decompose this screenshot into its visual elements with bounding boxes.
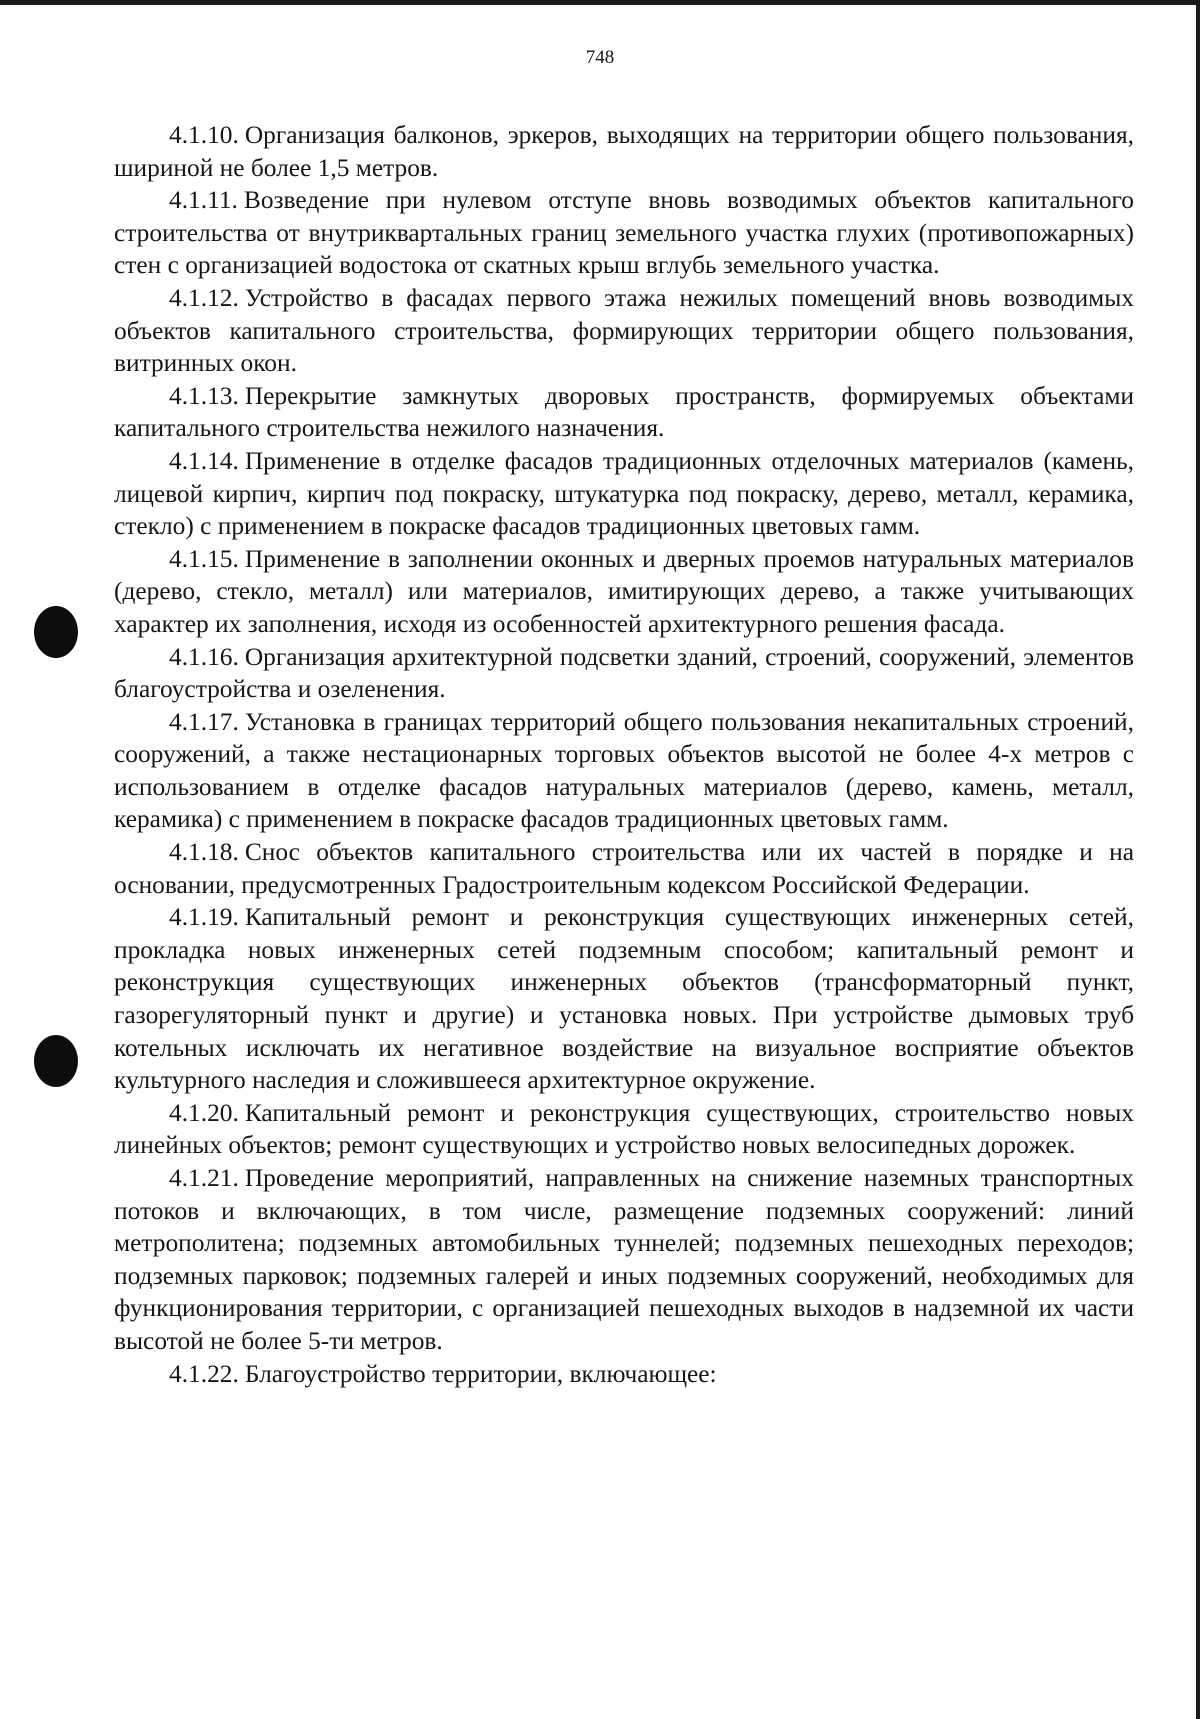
clause-4-1-11 bbox=[114, 184, 1134, 282]
clause-text: Перекрытие замкнутых дворовых пространств, формируемых объектами капитального строительства нежилого назначения. bbox=[114, 381, 1134, 443]
clause-number: 4.1.15. bbox=[169, 544, 239, 573]
clause-4-1-21 bbox=[114, 1162, 1134, 1358]
punch-hole-mark bbox=[34, 606, 78, 658]
clause-text: Снос объектов капитального строительства или их частей в порядке и на основании, предусмотренных Градостроительным кодексом Российской Федерации. bbox=[114, 838, 1134, 899]
clause-number: 4.1.19. bbox=[169, 903, 239, 932]
clause-4-1-19 bbox=[114, 901, 1134, 1097]
clause-text: Капитальный ремонт и реконструкция существующих, строительство новых линейных объектов; ремонт существующих и устройство новых велосипедных дорожек. bbox=[114, 1098, 1134, 1160]
clause-number: 4.1.18. bbox=[169, 838, 239, 867]
clause-text: Капитальный ремонт и реконструкция существующих инженерных сетей, прокладка новых инженерных сетей подземным способом; капитальный ремонт и реконструкция существующих инженерных объектов (трансформаторный пункт, газорегуляторный пункт и другие) и установка новых. При устройстве дымовых труб котельных исключать их негативное воздействие на визуальное восприятие объектов культурного наследия и сложившееся архитектурное окружение. bbox=[114, 903, 1134, 1095]
clause-text: Устройство в фасадах первого этажа нежилых помещений вновь возводимых объектов капитального строительства, формирующих территории общего пользования, витринных окон. bbox=[114, 283, 1134, 378]
clause-number: 4.1.14. bbox=[169, 446, 239, 475]
clause-4-1-22 bbox=[114, 1358, 1134, 1391]
clause-4-1-17 bbox=[114, 706, 1134, 836]
punch-hole-mark bbox=[34, 1035, 78, 1087]
clause-number: 4.1.13. bbox=[169, 381, 239, 410]
page-number: 748 bbox=[585, 47, 615, 68]
document-body bbox=[114, 119, 1134, 1390]
clause-text: Благоустройство территории, включающее: bbox=[244, 1359, 717, 1388]
scan-border-right bbox=[1196, 0, 1200, 1719]
clause-number: 4.1.22. bbox=[169, 1359, 239, 1388]
clause-number: 4.1.12. bbox=[169, 283, 239, 312]
clause-text: Применение в заполнении оконных и дверных проемов натуральных материалов (дерево, стекло, металл) или материалов, имитирующих дерево, а также учитывающих характер их заполнения, исходя из особенностей архитектурного решения фасада. bbox=[114, 544, 1134, 638]
clause-text: Проведение мероприятий, направленных на снижение наземных транспортных потоков и включающих, в том числе, размещение подземных сооружений: линий метрополитена; подземных автомобильных туннелей; подземных пешеходных переходов; подземных парковок; подземных галерей и иных подземных сооружений, необходимых для функционирования территории, с организацией пешеходных выходов в надземной их части высотой не более 5-ти метров. bbox=[114, 1164, 1134, 1355]
clause-number: 4.1.17. bbox=[169, 707, 239, 736]
clause-number: 4.1.11. bbox=[169, 186, 238, 215]
clause-number: 4.1.21. bbox=[169, 1164, 239, 1192]
clause-4-1-13 bbox=[114, 380, 1134, 445]
clause-4-1-15 bbox=[114, 543, 1134, 641]
clause-4-1-16 bbox=[114, 641, 1134, 706]
clause-4-1-14 bbox=[114, 445, 1134, 543]
clause-text: Организация архитектурной подсветки зданий, строений, сооружений, элементов благоустройства и озеленения. bbox=[114, 642, 1134, 704]
clause-text: Применение в отделке фасадов традиционных отделочных материалов (камень, лицевой кирпич, кирпич под покраску, штукатурка под покраску, дерево, металл, керамика, стекло) с применением в покраске фасадов традиционных цветовых гамм. bbox=[114, 446, 1134, 541]
clause-4-1-20 bbox=[114, 1097, 1134, 1162]
clause-4-1-10 bbox=[114, 119, 1134, 184]
clause-text: Возведение при нулевом отступе вновь возводимых объектов капитального строительства от внутриквартальных границ земельного участка глухих (противопожарных) стен с организацией водостока от скатных крыш вглубь земельного участка. bbox=[114, 186, 1134, 280]
scan-border-top bbox=[0, 0, 1200, 5]
clause-text: Установка в границах территорий общего пользования некапитальных строений, сооружений, а также нестационарных торговых объектов высотой не более 4-х метров с использованием в отделке фасадов натуральных материалов (дерево, камень, металл, керамика) с применением в покраске фасадов традиционных цветовых гамм. bbox=[114, 707, 1134, 834]
clause-4-1-12 bbox=[114, 282, 1134, 380]
clause-4-1-18 bbox=[114, 836, 1134, 901]
clause-number: 4.1.10. bbox=[169, 121, 239, 149]
clause-text: Организация балконов, эркеров, выходящих на территории общего пользования, шириной не более 1,5 метров. bbox=[114, 121, 1134, 182]
clause-number: 4.1.20. bbox=[169, 1098, 239, 1127]
clause-number: 4.1.16. bbox=[169, 642, 239, 671]
